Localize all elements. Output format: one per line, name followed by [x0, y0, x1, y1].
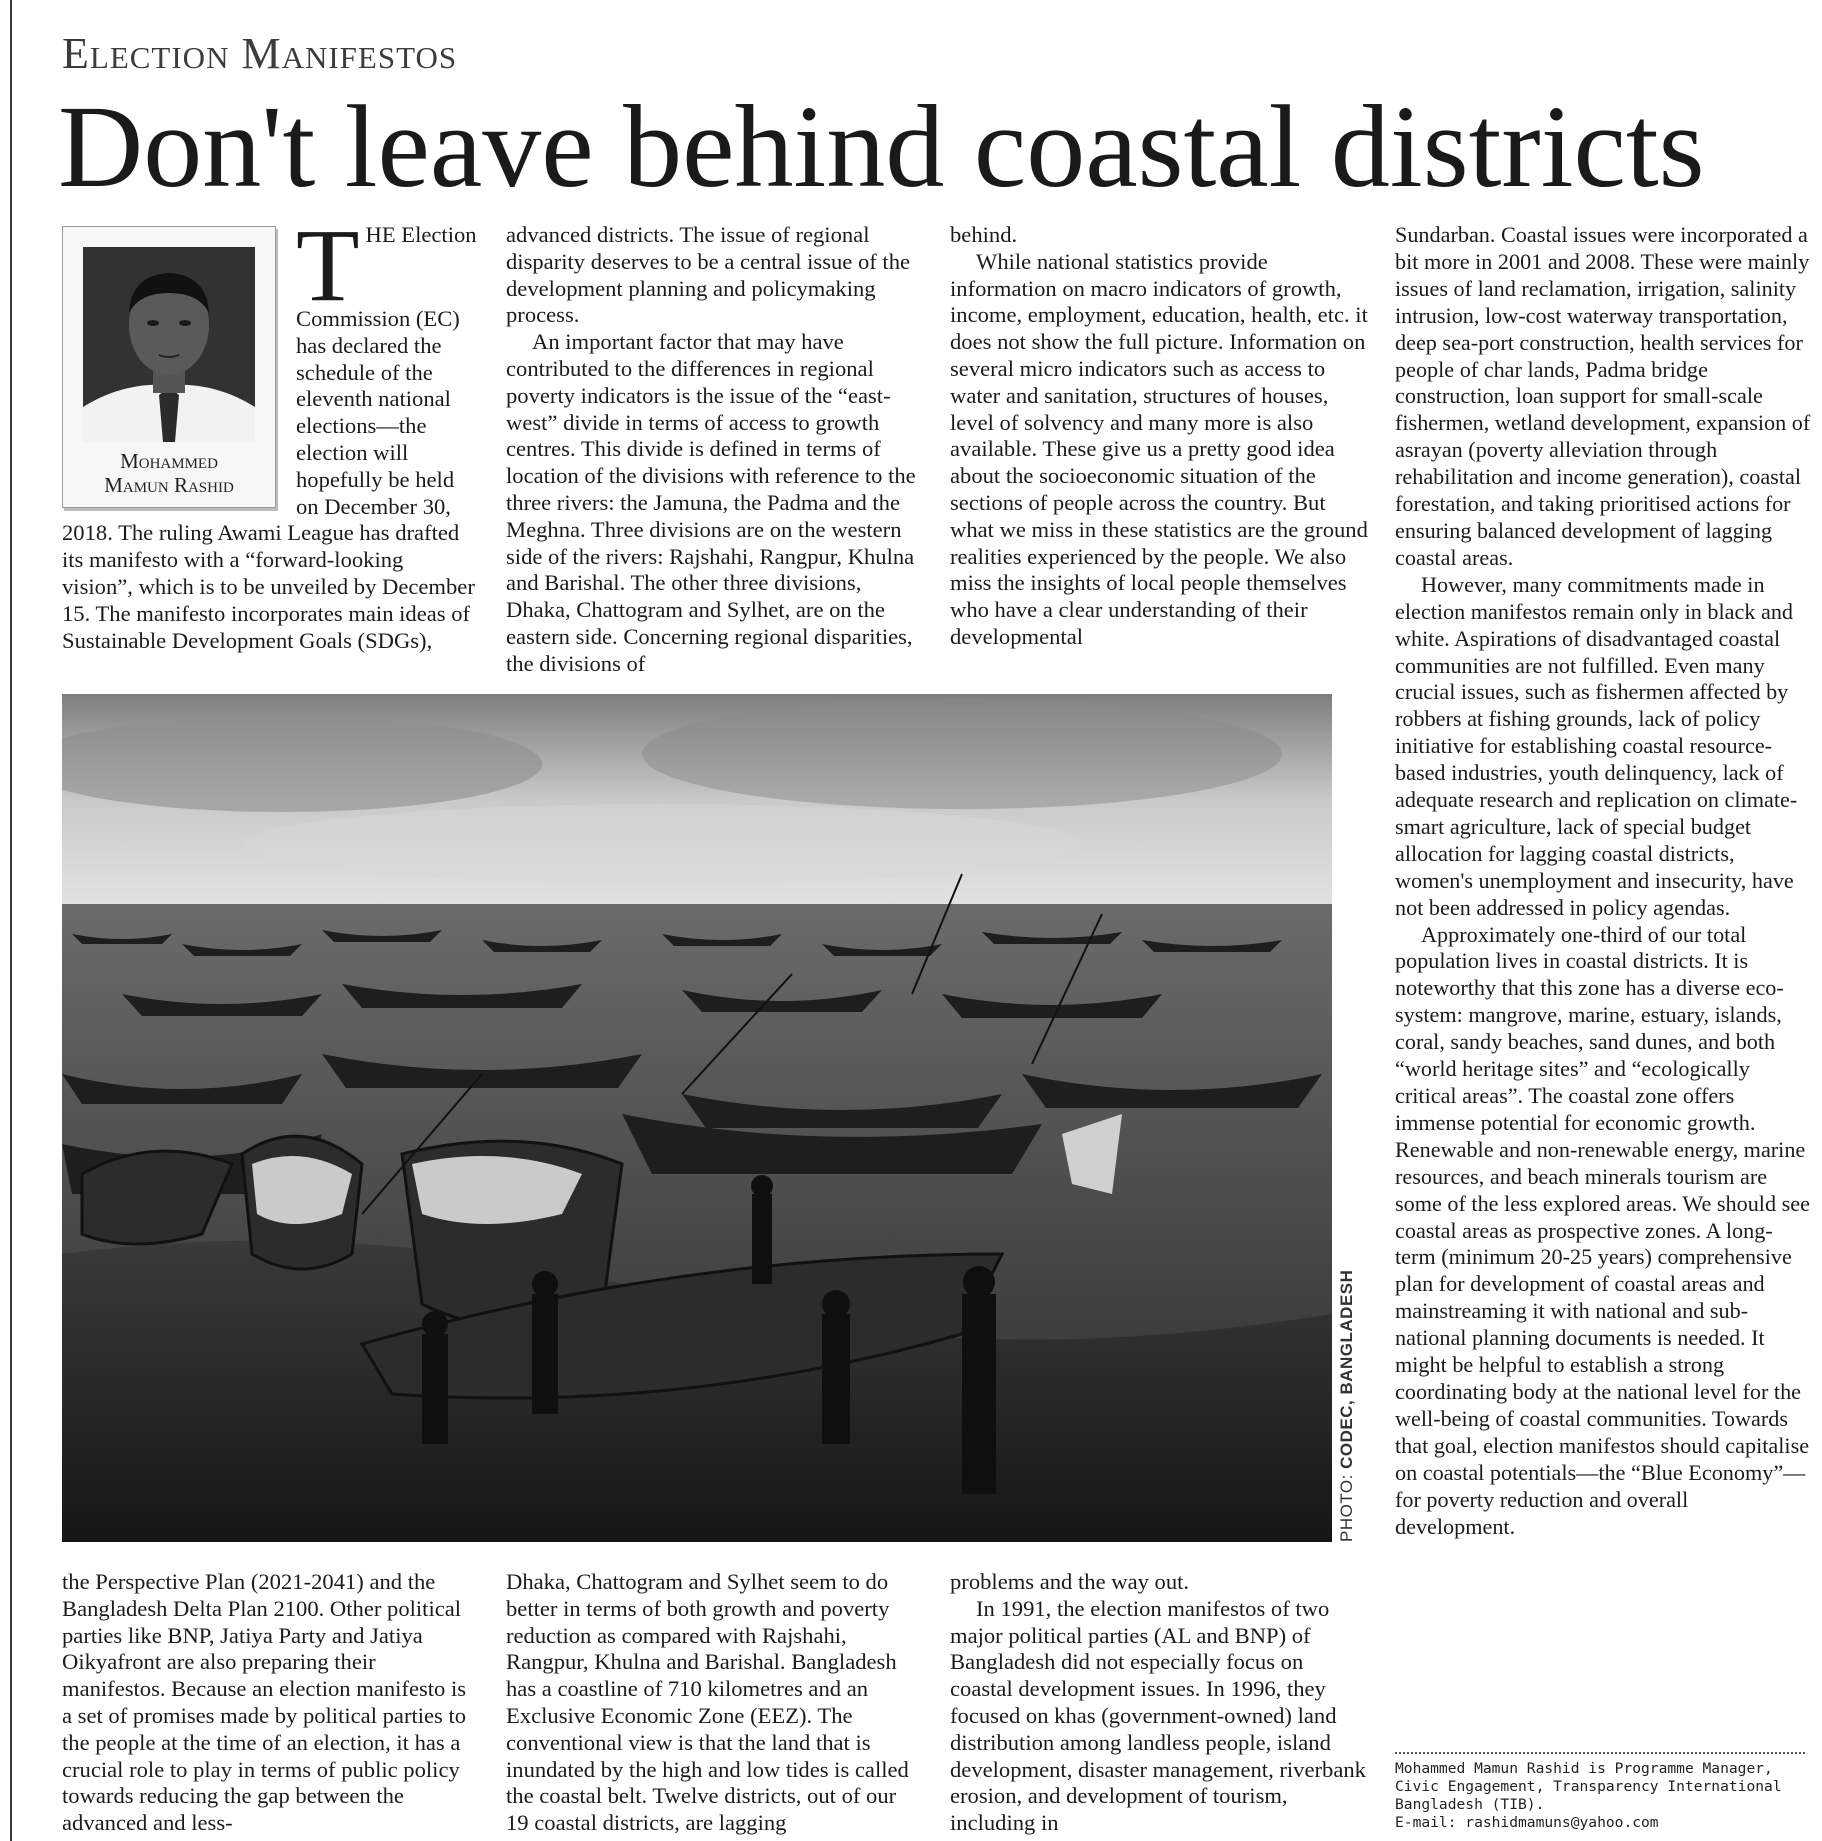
paragraph: Sundarban. Coastal issues were incorporated a bit more in 2001 and 2008. These were mainly issues of land reclamation, irrigation, salinity intrusion, low-cost waterway transportation, deep sea-port construction, health services for people of char lands, Padma bridge construction, loan support for small-scale fishermen, wetland development, expansion of asrayan (poverty alleviation through rehabilitation and income generation), coastal forestation, and taking prioritised actions for ensuring balanced development of lagging coastal areas. — [1395, 222, 1811, 570]
column-1-bottom — [62, 1569, 478, 1841]
drop-cap: T — [296, 222, 360, 323]
column-4 — [1395, 222, 1813, 1540]
lead-paragraph: HE Election Commission (EC) has declared the schedule of the eleventh national elections—the election will hopefully be held on December 30, 2018. The ruling Awami League has drafted its manifesto with a “forward-looking vision”, which is to be unveiled by December 15. The manifesto incorporates main ideas of Sustainable Development Goals (SDGs), — [62, 222, 477, 653]
boats-photo-image — [62, 694, 1332, 1542]
paragraph: problems and the way out. — [950, 1569, 1190, 1594]
paragraph: behind. — [950, 222, 1018, 247]
column-1-top — [62, 222, 478, 682]
author-bio — [1395, 1760, 1815, 1832]
author-first-name: Mohammed — [120, 449, 218, 473]
photo-credit-prefix: PHOTO: — [1337, 1474, 1356, 1542]
author-name — [63, 449, 275, 497]
boats-photo — [62, 694, 1332, 1542]
paragraph: However, many commitments made in election manifestos remain only in black and white. Aspirations of disadvantaged coastal communities are not fulfilled. Even many crucial issues, such as fishermen affected by robbers at fishing grounds, lack of policy initiative for establishing coastal resource-based industries, youth delinquency, lack of adequate research and replication on climate-smart agriculture, lack of special budget allocation for lagging coastal districts, women's unemployment and insecurity, have not been addressed in policy agendas. — [1395, 571, 1798, 920]
column-2-top — [506, 222, 924, 682]
paragraph: Approximately one-third of our total population lives in coastal districts. It is noteworthy that this zone has a diverse eco-system: mangrove, marine, estuary, islands, coral, sandy beaches, sand dunes, and both “world heritage sites” and “ecologically critical areas”. The coastal zone offers immense potential for economic growth. Renewable and non-renewable energy, marine resources, and beach minerals tourism are some of the less explored areas. We should see coastal areas as prospective zones. A long-term (minimum 20-25 years) comprehensive plan for development of coastal areas and mainstreaming it with national and sub-national planning documents is needed. It might be helpful to establish a strong coordinating body at the national level for the well-being of coastal communities. Towards that goal, election manifestos should capitalise on coastal potentials—the “Blue Economy”—for poverty reduction and overall development. — [1395, 921, 1810, 1539]
paragraph: In 1991, the election manifestos of two major political parties (AL and BNP) of Bangladesh did not especially focus on coastal development issues. In 1996, they focused on khas (government-owned) land distribution among landless people, island development, disaster management, riverbank erosion, and development of tourism, including in — [950, 1595, 1366, 1836]
paragraph: Dhaka, Chattogram and Sylhet seem to do better in terms of both growth and poverty reduction as compared with Rajshahi, Rangpur, Khulna and Barishal. Bangladesh has a coastline of 710 kilometres and an Exclusive Economic Zone (EEZ). The conventional view is that the land that is inundated by the high and low tides is called the coastal belt. Twelve districts, out of our 19 coastal districts, are lagging — [506, 1569, 909, 1836]
photo-credit — [1337, 1252, 1365, 1542]
headline: Don't leave behind coastal districts — [58, 81, 1705, 212]
page-border-rule — [10, 0, 12, 1841]
author-portrait — [83, 247, 255, 442]
author-email: E-mail: rashidmamuns@yahoo.com — [1395, 1814, 1659, 1831]
author-bio-text: Mohammed Mamun Rashid is Programme Manager, Civic Engagement, Transparency International Bangladesh (TIB). — [1395, 1760, 1782, 1813]
column-3-top — [950, 222, 1370, 682]
paragraph: the Perspective Plan (2021-2041) and the Bangladesh Delta Plan 2100. Other political parties like BNP, Jatiya Party and Jatiya Oikyafront are also preparing their manifestos. Because an election manifesto is a set of promises made by political parties to the people at the time of an election, it has a crucial role to play in terms of public policy towards reducing the gap between the advanced and less- — [62, 1569, 467, 1836]
author-box — [62, 226, 276, 508]
photo-credit-source: CODEC, BANGLADESH — [1337, 1269, 1356, 1469]
bio-divider — [1395, 1752, 1805, 1754]
author-last-name: Mamun Rashid — [104, 473, 234, 497]
column-3-bottom — [950, 1569, 1370, 1841]
paragraph: advanced districts. The issue of regional disparity deserves to be a central issue of the development planning and policymaking process. — [506, 222, 911, 328]
section-kicker: Election Manifestos — [62, 29, 458, 78]
column-2-bottom — [506, 1569, 924, 1841]
paragraph: While national statistics provide information on macro indicators of growth, income, employment, education, health, etc. it does not show the full picture. Information on several micro indicators such as access to water and sanitation, structures of houses, level of solvency and many more is also available. These give us a pretty good idea about the socioeconomic situation of the sections of people across the country. But what we miss in these statistics are the ground realities experienced by the people. We also miss the insights of local people themselves who have a clear understanding of their developmental — [950, 248, 1368, 649]
paragraph: An important factor that may have contributed to the differences in regional poverty indicators is the issue of the “east-west” divide in terms of access to growth centres. This divide is defined in terms of location of the divisions with reference to the three rivers: the Jamuna, the Padma and the Meghna. Three divisions are on the western side of the rivers: Rajshahi, Rangpur, Khulna and Barishal. The other three divisions, Dhaka, Chattogram and Sylhet, are on the eastern side. Concerning regional disparities, the divisions of — [506, 329, 916, 676]
